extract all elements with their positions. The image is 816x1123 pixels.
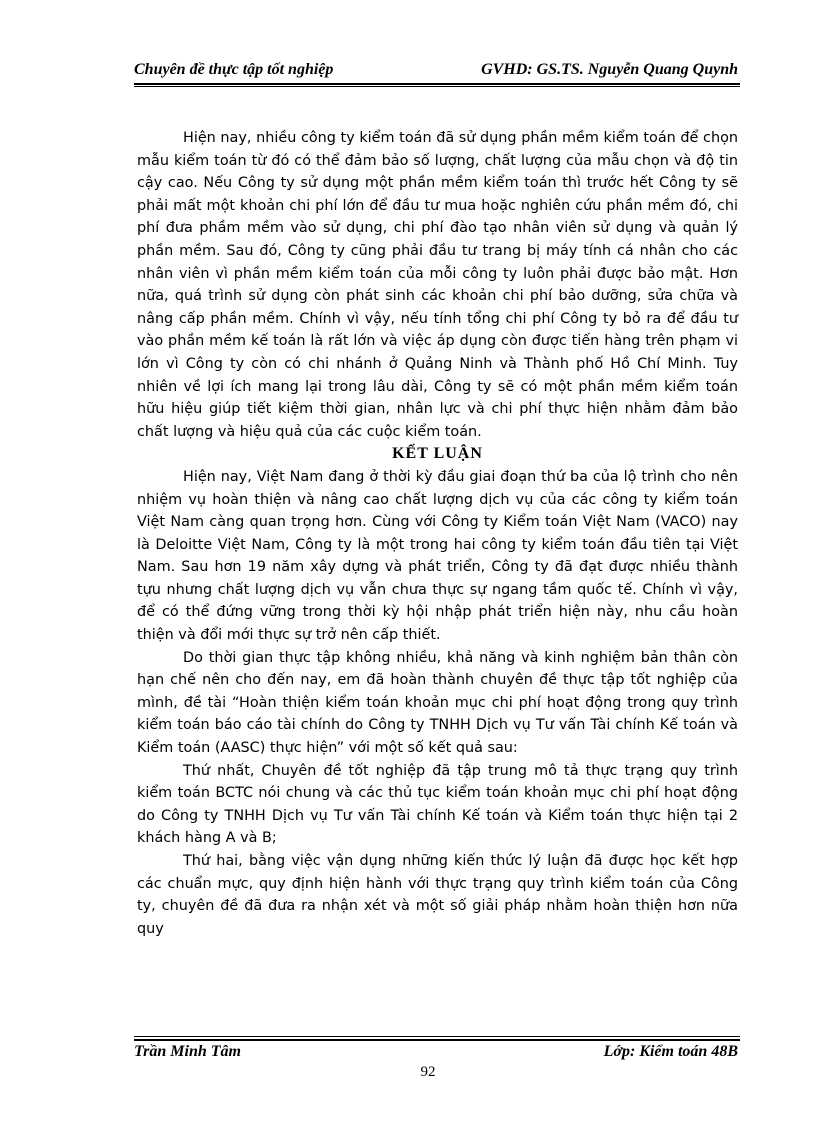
paragraph: Thứ hai, bằng việc vận dụng những kiến thức lý luận đã được học kết hợp các chuẩn mực, quy định hiện hành với thực trạng quy trình kiểm toán của Công ty, chuyên đề đã đưa ra nhận xét và một số giải pháp nhằm hoàn thiện hơn nữa quy	[137, 853, 738, 937]
page-footer	[134, 1042, 738, 1062]
paragraph: Do thời gian thực tập không nhiều, khả năng và kinh nghiệm bản thân còn hạn chế nên cho đến nay, em đã hoàn thành chuyên đề thực tập tốt nghiệp của mình, đề tài “Hoàn thiện kiểm toán khoản mục chi phí hoạt động trong quy trình kiểm toán báo cáo tài chính do Công ty TNHH Dịch vụ Tư vấn Tài chính Kế toán và Kiểm toán (AASC) thực hiện” với một số kết quả sau:	[137, 649, 738, 757]
header-document-title: Chuyên đề thực tập tốt nghiệp	[134, 61, 334, 78]
paragraph: Hiện nay, Việt Nam đang ở thời kỳ đầu giai đoạn thứ ba của lộ trình cho nên nhiệm vụ hoàn thiện và nâng cao chất lượng dịch vụ của các công ty kiểm toán Việt Nam càng quan trọng hơn. Cùng với Công ty Kiểm toán Việt Nam (VACO) nay là Deloitte Việt Nam, Công ty là một trong hai công ty kiểm toán đầu tiên tại Việt Nam. Sau hơn 19 năm xây dựng và phát triển, Công ty đã đạt được nhiều thành tựu nhưng chất lượng dịch vụ vẫn chưa thực sự ngang tầm quốc tế. Chính vì vậy, để có thể đứng vững trong thời kỳ hội nhập phát triển hiện này, nhu cầu hoàn thiện và đổi mới thực sự trở nên cấp thiết.	[137, 468, 738, 644]
footer-author: Trần Minh Tâm	[134, 1043, 241, 1060]
paragraph: Hiện nay, nhiều công ty kiểm toán đã sử dụng phần mềm kiểm toán để chọn mẫu kiểm toán từ đó có thể đảm bảo số lượng, chất lượng của mẫu chọn và độ tin cậy cao. Nếu Công ty sử dụng một phần mềm kiểm toán thì trước hết Công ty sẽ phải mất một khoản chi phí lớn để đầu tư mua hoặc nghiên cứu phần mềm đó, chi phí đưa phầm mềm vào sử dụng, chi phí đào tạo nhân viên sử dụng và quản lý phần mềm. Sau đó, Công ty cũng phải đầu tư trang bị máy tính cá nhân cho các nhân viên vì phần mềm kiểm toán của mỗi công ty luôn phải được bảo mật. Hơn nữa, quá trình sử dụng còn phát sinh các khoản chi phí bảo dưỡng, sửa chữa và nâng cấp phần mềm. Chính vì vậy, nếu tính tổng chi phí Công ty bỏ ra để đầu tư vào phần mềm kế toán là rất lớn và việc áp dụng còn được tiến hàng trên phạm vi lớn vì Công ty còn có chi nhánh ở Quảng Ninh và Thành phố Hồ Chí Minh. Tuy nhiên về lợi ích mang lại trong lâu dài, Công ty sẽ có một phần mềm kiểm toán hữu hiệu giúp tiết kiệm thời gian, nhân lực và chi phí thực hiện nhằm đảm bảo chất lượng và hiệu quả của các cuộc kiểm toán.	[137, 130, 738, 440]
header-rule	[134, 83, 740, 85]
footer-rule-thin	[134, 1036, 740, 1037]
page-header	[134, 60, 738, 83]
section-heading: KẾT LUẬN	[392, 445, 483, 463]
footer-class: Lớp: Kiểm toán 48B	[603, 1043, 738, 1060]
page-number: 92	[420, 1064, 436, 1080]
paragraph: Thứ nhất, Chuyên đề tốt nghiệp đã tập trung mô tả thực trạng quy trình kiểm toán BCTC nói chung và các thủ tục kiểm toán khoản mục chi phí hoạt động do Công ty TNHH Dịch vụ Tư vấn Tài chính Kế toán và Kiểm toán thực hiện tại 2 khách hàng A và B;	[137, 762, 738, 847]
footer-rule	[134, 1039, 740, 1041]
document-body	[137, 127, 738, 940]
header-rule-thin	[134, 86, 740, 87]
header-supervisor: GVHD: GS.TS. Nguyễn Quang Quynh	[481, 61, 738, 78]
